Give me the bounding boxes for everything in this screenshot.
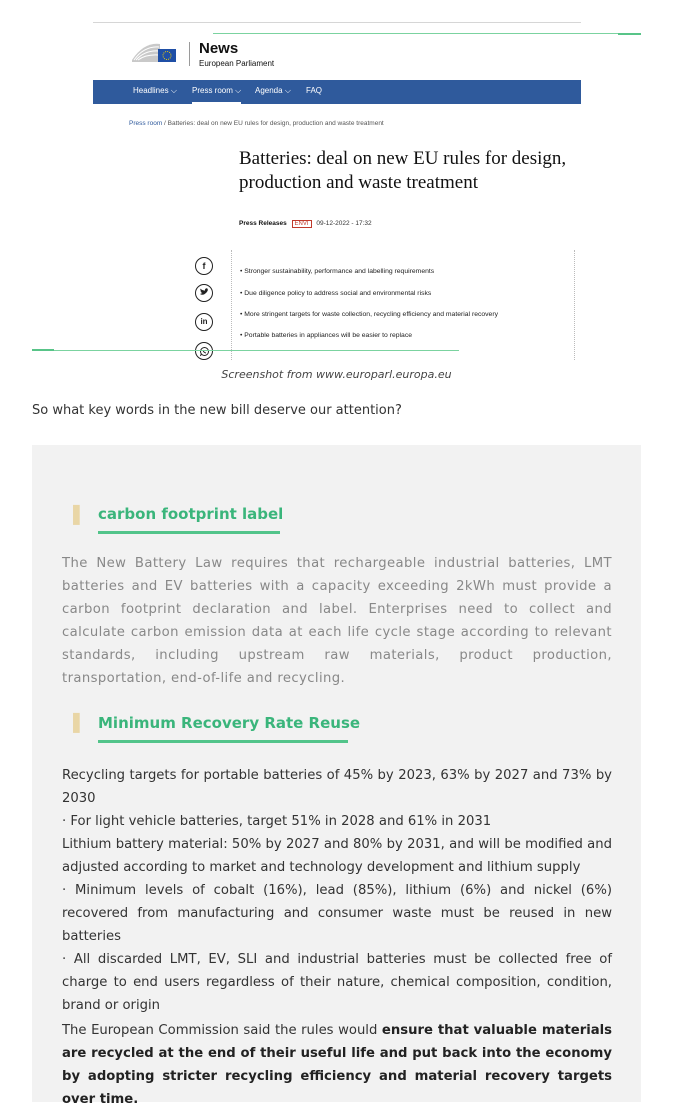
nav-faq[interactable]: FAQ — [306, 86, 323, 95]
linkedin-icon[interactable]: in — [195, 313, 213, 331]
quote-mark-icon: ❚ — [68, 709, 85, 733]
site-name[interactable]: News — [199, 40, 239, 57]
list-item: Recycling targets for portable batteries of 45% by 2023, 63% by 2027 and 73% by 2030 — [62, 768, 612, 806]
section-heading: Minimum Recovery Rate Reuse — [98, 714, 361, 732]
article-date: 09-12-2022 - 17:32 — [316, 220, 372, 227]
nav-label: Headlines — [133, 86, 169, 95]
decorative-line — [32, 350, 459, 351]
chevron-down-icon: ⌵ — [235, 86, 242, 95]
nav-agenda[interactable] — [255, 80, 291, 104]
article-title: Batteries: deal on new EU rules for design, production and waste treatment — [239, 148, 567, 193]
list-item: Lithium battery material: 50% by 2027 and 80% by 2031, and will be modified and adjusted according to market and technology development and lithium supply — [62, 837, 612, 875]
closing-paragraph — [62, 1019, 612, 1111]
decorative-line — [618, 33, 641, 35]
screenshot-caption: Screenshot from www.europarl.europa.eu — [221, 368, 452, 381]
ep-header — [93, 22, 581, 80]
breadcrumb-current: Batteries: deal on new EU rules for design, production and waste treatment — [167, 120, 384, 127]
list-item: · Minimum levels of cobalt (16%), lead (85%), lithium (6%) and nickel (6%) recovered from manufacturing and consumer waste must be reused in new batteries — [62, 883, 612, 944]
closing-emphasis: ensure that valuable materials are recycled at the end of their useful life and put back into the economy by adopting stricter recycling efficiency and material recovery targets over time. — [62, 1023, 613, 1107]
site-subtitle: European Parliament — [199, 59, 275, 68]
section-heading: carbon footprint label — [98, 505, 284, 523]
list-item: · For light vehicle batteries, target 51% in 2028 and 61% in 2031 — [62, 814, 492, 829]
twitter-icon[interactable] — [195, 284, 213, 302]
bullet-item: • Portable batteries in appliances will be easier to replace — [240, 332, 413, 339]
heading-underline — [98, 531, 280, 534]
lead-paragraph: So what key words in the new bill deserve our attention? — [32, 403, 402, 418]
european-parliament-logo[interactable] — [130, 40, 180, 66]
whatsapp-icon[interactable] — [195, 342, 213, 360]
article-type: Press Releases — [239, 220, 287, 227]
summary-bullets — [231, 250, 575, 360]
list-item: · All discarded LMT, EV, SLI and industrial batteries must be collected free of charge to end users regardless of their nature, chemical composition, condition, brand or origin — [62, 952, 612, 1013]
bullet-item: • More stringent targets for waste collection, recycling efficiency and material recovery — [240, 311, 499, 318]
heading-underline — [98, 740, 348, 743]
chevron-down-icon: ⌵ — [284, 86, 291, 95]
article-meta — [239, 220, 372, 227]
bullet-item: • Stronger sustainability, performance and labelling requirements — [240, 268, 435, 275]
breadcrumb-separator: / — [164, 120, 166, 127]
facebook-icon[interactable]: f — [195, 257, 213, 275]
closing-text: The European Commission said the rules would — [62, 1023, 382, 1038]
header-divider — [189, 42, 190, 66]
bullet-item: • Due diligence policy to address social and environmental risks — [240, 290, 432, 297]
main-nav — [93, 80, 581, 104]
section-body: The New Battery Law requires that rechargeable industrial batteries, LMT batteries and EV batteries with a capacity exceeding 2kWh must provide a carbon footprint declaration and label. Enterprises need to collect and calculate carbon emission data at each life cycle stage according to relevant standards, including upstream raw materials, product production, transportation, end-of-life and recycling. — [62, 556, 612, 686]
keywords-box — [32, 445, 641, 1107]
breadcrumb — [129, 120, 384, 127]
press-release-screenshot — [93, 22, 581, 365]
section-body — [62, 764, 612, 1017]
committee-tag[interactable]: ENVI — [292, 220, 312, 228]
breadcrumb-link[interactable]: Press room — [129, 120, 163, 127]
decorative-line — [32, 349, 54, 351]
nav-press-room[interactable] — [192, 80, 241, 104]
decorative-line — [213, 33, 641, 34]
nav-headlines[interactable] — [133, 80, 177, 104]
nav-label: Press room — [192, 86, 233, 95]
nav-label: Agenda — [255, 86, 283, 95]
quote-mark-icon: ❚ — [68, 501, 85, 525]
chevron-down-icon: ⌵ — [170, 86, 177, 95]
